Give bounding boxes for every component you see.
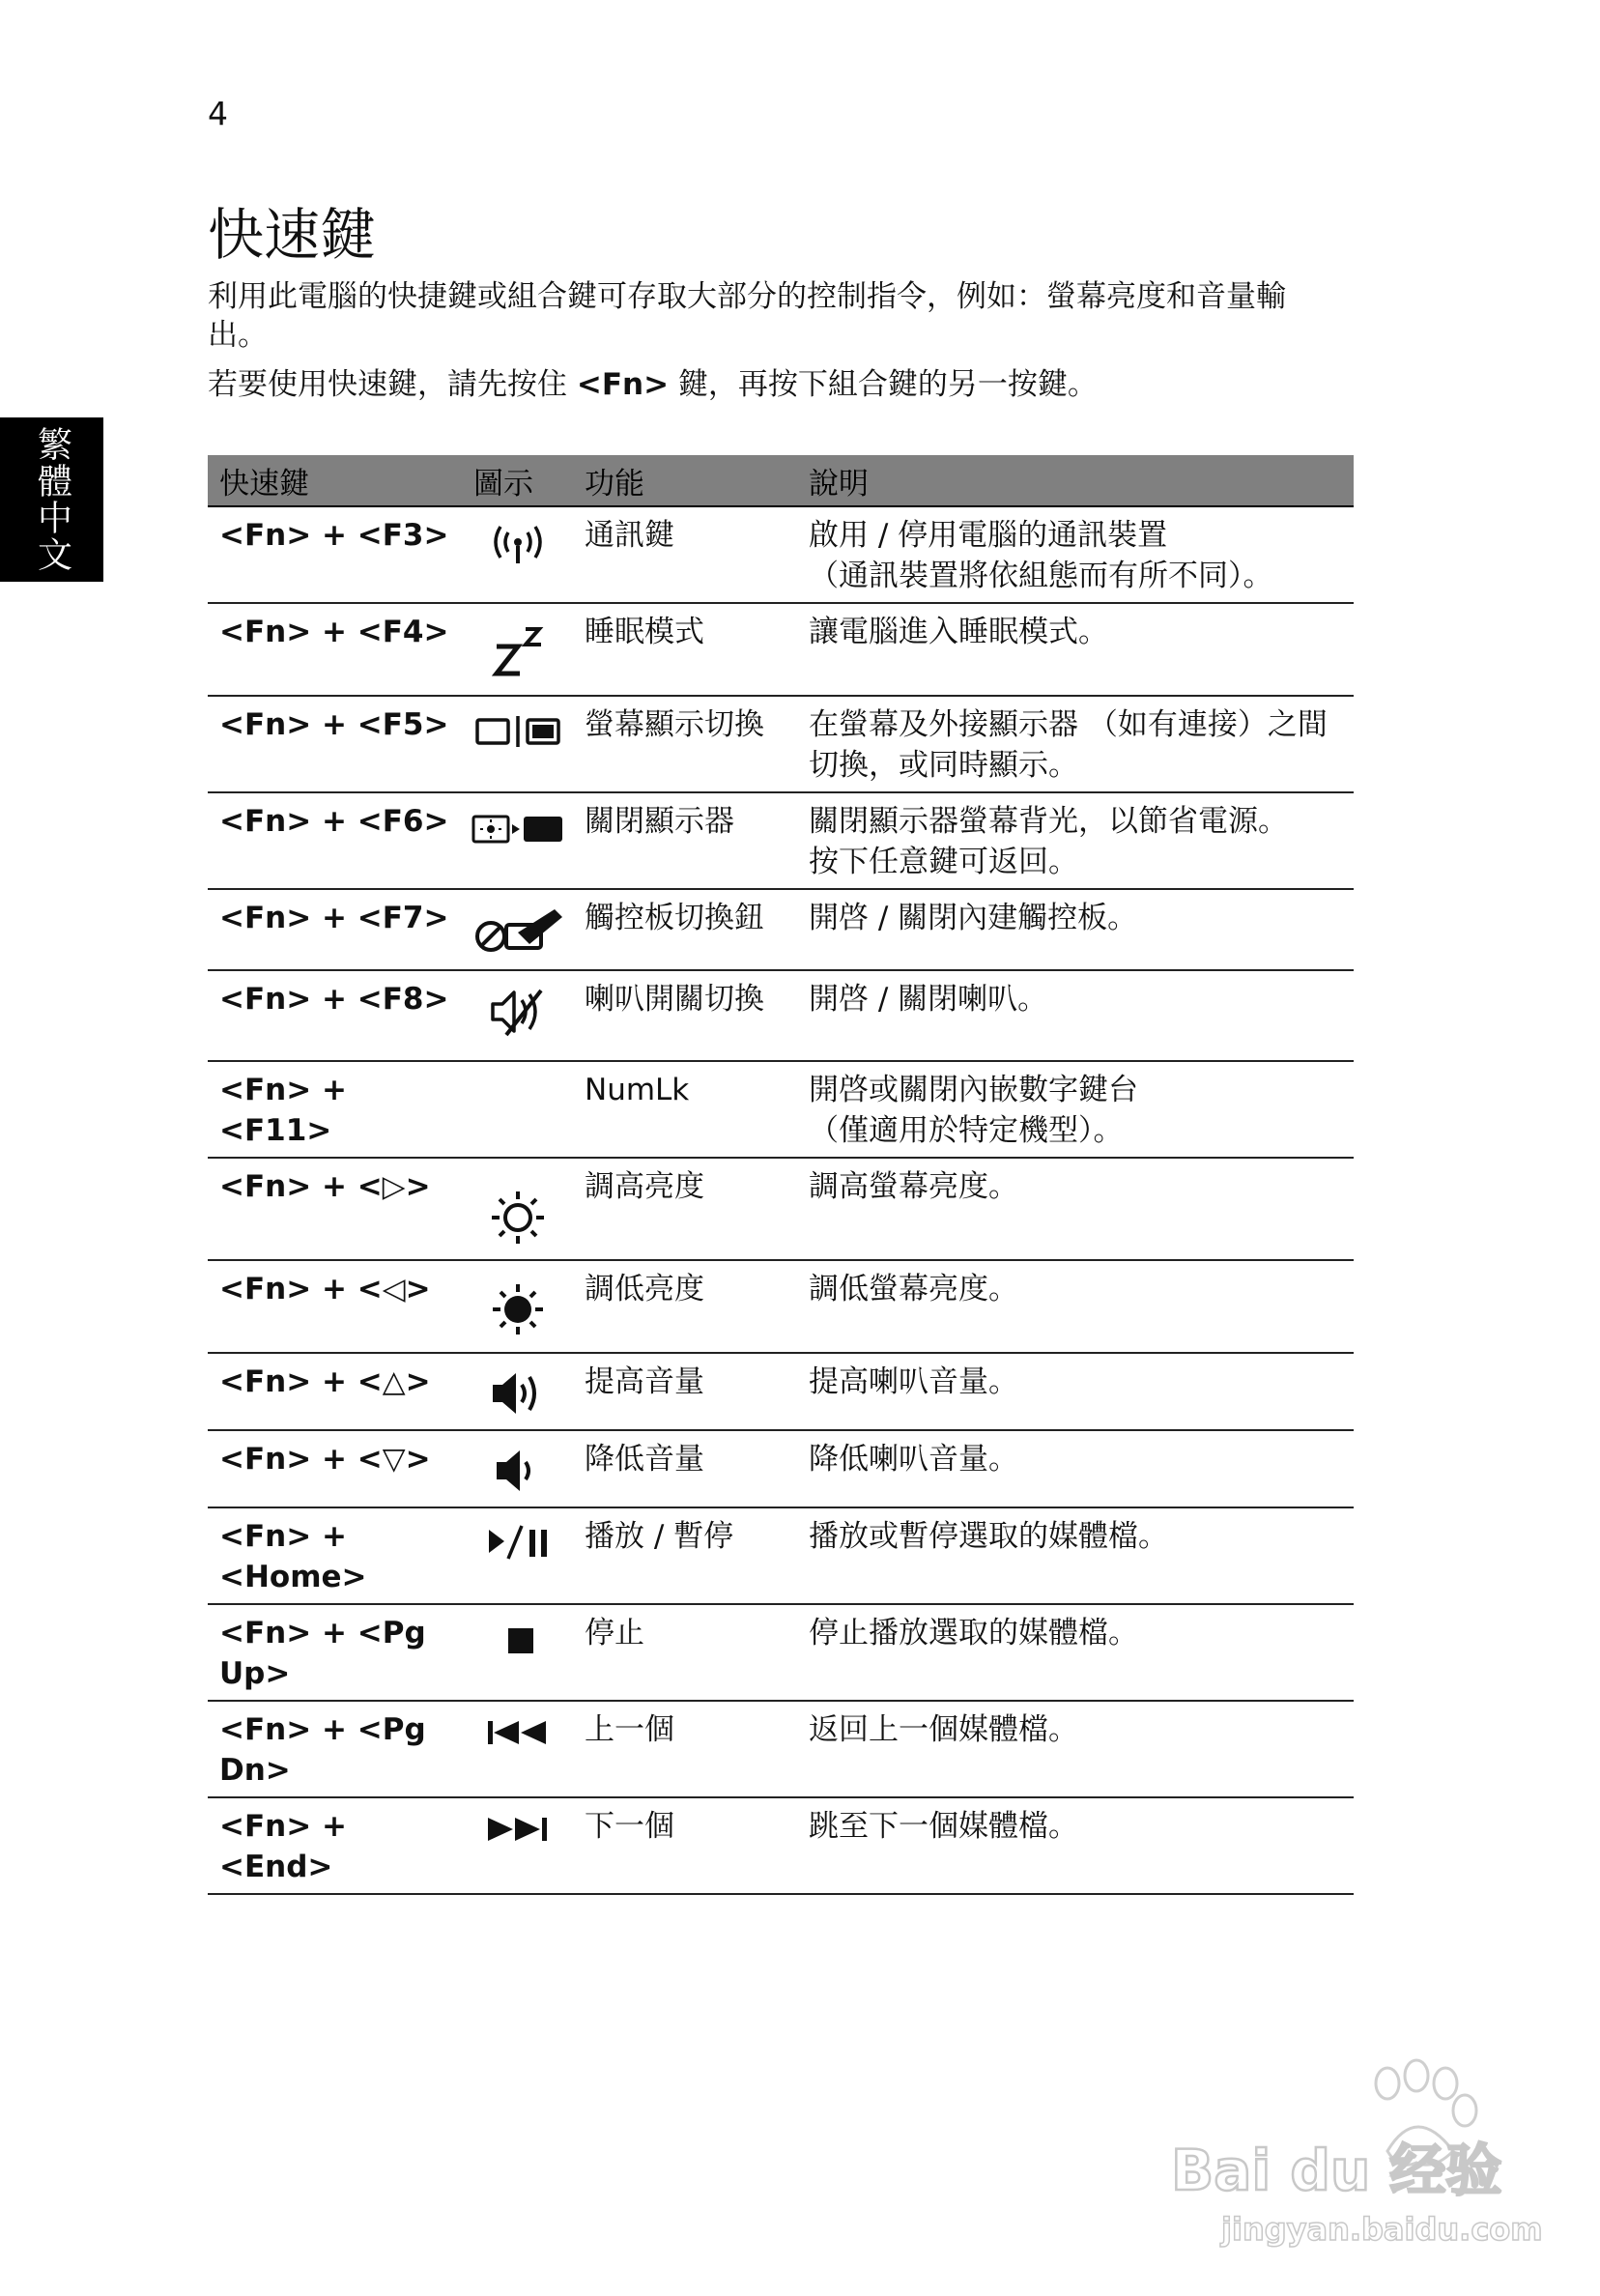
function-cell: 通訊鍵 [573,506,797,603]
description-line: （僅適用於特定機型）。 [809,1113,1124,1148]
function-cell: 睡眠模式 [573,603,797,696]
description-line: 按下任意鍵可返回。 [809,845,1078,879]
description-cell [797,696,1354,792]
language-tab-label: 繁體中文 [32,426,72,573]
function-cell: 觸控板切換鈕 [573,889,797,970]
hotkey-cell: <Fn> + <Pg Up> [208,1604,462,1701]
hotkey-table [208,455,1354,1895]
intro-instruction [208,365,1098,404]
description-cell [797,1701,1354,1797]
hotkey-cell: <Fn> + <◁> [208,1260,462,1353]
description-cell [797,1604,1354,1701]
intro-instruction-pre: 若要使用快速鍵，請先按住 [208,367,577,402]
table-row [208,1507,1354,1604]
header-icon: 圖示 [462,455,573,506]
table-row [208,1604,1354,1701]
header-description: 說明 [797,455,1354,506]
function-cell: 螢幕顯示切換 [573,696,797,792]
description-cell [797,792,1354,889]
speaker-mute-icon [487,985,549,1039]
description-cell [797,1353,1354,1430]
description-cell [797,603,1354,696]
intro-paragraph: 利用此電腦的快捷鍵或組合鍵可存取大部分的控制指令，例如：螢幕亮度和音量輸出。 [208,279,1286,353]
display-off-icon [470,807,566,849]
description-cell [797,889,1354,970]
table-row [208,1797,1354,1894]
volume-down-icon [489,1445,547,1497]
icon-cell [462,1430,573,1507]
table-row [208,889,1354,970]
sleep-icon [489,617,547,679]
function-cell: 降低音量 [573,1430,797,1507]
icon-cell [462,1701,573,1797]
icon-cell [462,1507,573,1604]
hotkey-cell: <Fn> + <F8> [208,970,462,1061]
header-function: 功能 [573,455,797,506]
volume-up-icon [487,1367,549,1420]
description-line: 播放或暫停選取的媒體檔。 [809,1519,1168,1554]
description-line: 停止播放選取的媒體檔。 [809,1616,1138,1650]
hotkey-cell: <Fn> + <F7> [208,889,462,970]
hotkey-cell: <Fn> + <F6> [208,792,462,889]
description-cell [797,1430,1354,1507]
icon-cell [462,1604,573,1701]
hotkey-cell: <Fn> + <△> [208,1353,462,1430]
table-row [208,970,1354,1061]
table-row [208,603,1354,696]
hotkey-cell: <Fn> + <Pg Dn> [208,1701,462,1797]
description-line: 啟用 / 停用電腦的通訊裝置 [809,518,1168,553]
table-row [208,1701,1354,1797]
icon-cell [462,696,573,792]
watermark-brand: Bai du 经验 [1171,2138,1502,2203]
description-cell [797,1061,1354,1158]
brightness-up-icon [489,1184,547,1251]
function-cell: 上一個 [573,1701,797,1797]
watermark-url: jingyan.baidu.com [1221,2211,1543,2248]
function-cell: 提高音量 [573,1353,797,1430]
function-cell: 關閉顯示器 [573,792,797,889]
table-row [208,1430,1354,1507]
description-line: 返回上一個媒體檔。 [809,1712,1078,1747]
function-cell: 停止 [573,1604,797,1701]
icon-cell [462,603,573,696]
description-cell [797,1507,1354,1604]
hotkey-cell: <Fn> + <F11> [208,1061,462,1158]
table-row [208,696,1354,792]
play-pause-icon [483,1522,553,1564]
description-line: 開啓或關閉內嵌數字鍵台 [809,1073,1138,1107]
page-title: 快速鍵 [208,202,377,268]
hotkey-cell: <Fn> + <F3> [208,506,462,603]
wireless-icon [485,521,551,569]
table-row [208,792,1354,889]
table-row [208,1061,1354,1158]
icon-cell [462,1353,573,1430]
language-tab [0,417,103,582]
table-row [208,1260,1354,1353]
icon-cell [462,970,573,1061]
description-cell [797,506,1354,603]
next-icon [484,1812,552,1845]
description-cell [797,1797,1354,1894]
function-cell: 播放 / 暫停 [573,1507,797,1604]
description-line: 調高螢幕亮度。 [809,1169,1018,1204]
header-hotkey: 快速鍵 [208,455,462,506]
table-header-row [208,455,1354,506]
table-row [208,1353,1354,1430]
description-line: 跳至下一個媒體檔。 [809,1809,1078,1844]
icon-cell [462,506,573,603]
function-cell: 調低亮度 [573,1260,797,1353]
description-line: 在螢幕及外接顯示器 （如有連接）之間 [809,707,1328,742]
function-cell: 喇叭開關切換 [573,970,797,1061]
description-line: 開啓 / 關閉內建觸控板。 [809,901,1138,935]
baidu-watermark [1163,2054,1569,2257]
table-row [208,1158,1354,1260]
description-line: 降低喇叭音量。 [809,1442,1018,1477]
icon-cell [462,792,573,889]
touchpad-toggle-icon [470,904,566,958]
icon-cell [462,889,573,970]
function-cell: 調高亮度 [573,1158,797,1260]
hotkey-cell: <Fn> + <F4> [208,603,462,696]
hotkey-cell: <Fn> + <Home> [208,1507,462,1604]
previous-icon [484,1715,552,1748]
description-line: （通訊裝置將依組態而有所不同）。 [809,559,1273,593]
hotkey-cell: <Fn> + <▽> [208,1430,462,1507]
brightness-down-icon [489,1278,547,1340]
description-cell [797,1158,1354,1260]
hotkey-cell: <Fn> + <▷> [208,1158,462,1260]
icon-cell [462,1260,573,1353]
description-cell [797,970,1354,1061]
icon-cell [462,1797,573,1894]
description-line: 切換，或同時顯示。 [809,748,1078,783]
intro-instruction-key: <Fn> [576,367,670,402]
icon-cell [462,1158,573,1260]
icon-cell [462,1061,573,1158]
description-line: 調低螢幕亮度。 [809,1272,1018,1306]
hotkey-cell: <Fn> + <End> [208,1797,462,1894]
description-line: 提高喇叭音量。 [809,1364,1018,1399]
page-number: 4 [208,95,228,132]
intro-instruction-post: 鍵，再按下組合鍵的另一按鍵。 [669,367,1098,402]
description-line: 關閉顯示器螢幕背光，以節省電源。 [809,804,1288,839]
description-line: 開啓 / 關閉喇叭。 [809,982,1048,1017]
function-cell: 下一個 [573,1797,797,1894]
function-cell: NumLk [573,1061,797,1158]
description-line: 讓電腦進入睡眠模式。 [809,615,1108,649]
hotkey-cell: <Fn> + <F5> [208,696,462,792]
description-cell [797,1260,1354,1353]
display-toggle-icon [473,710,562,753]
table-row [208,506,1354,603]
stop-icon [499,1619,537,1657]
